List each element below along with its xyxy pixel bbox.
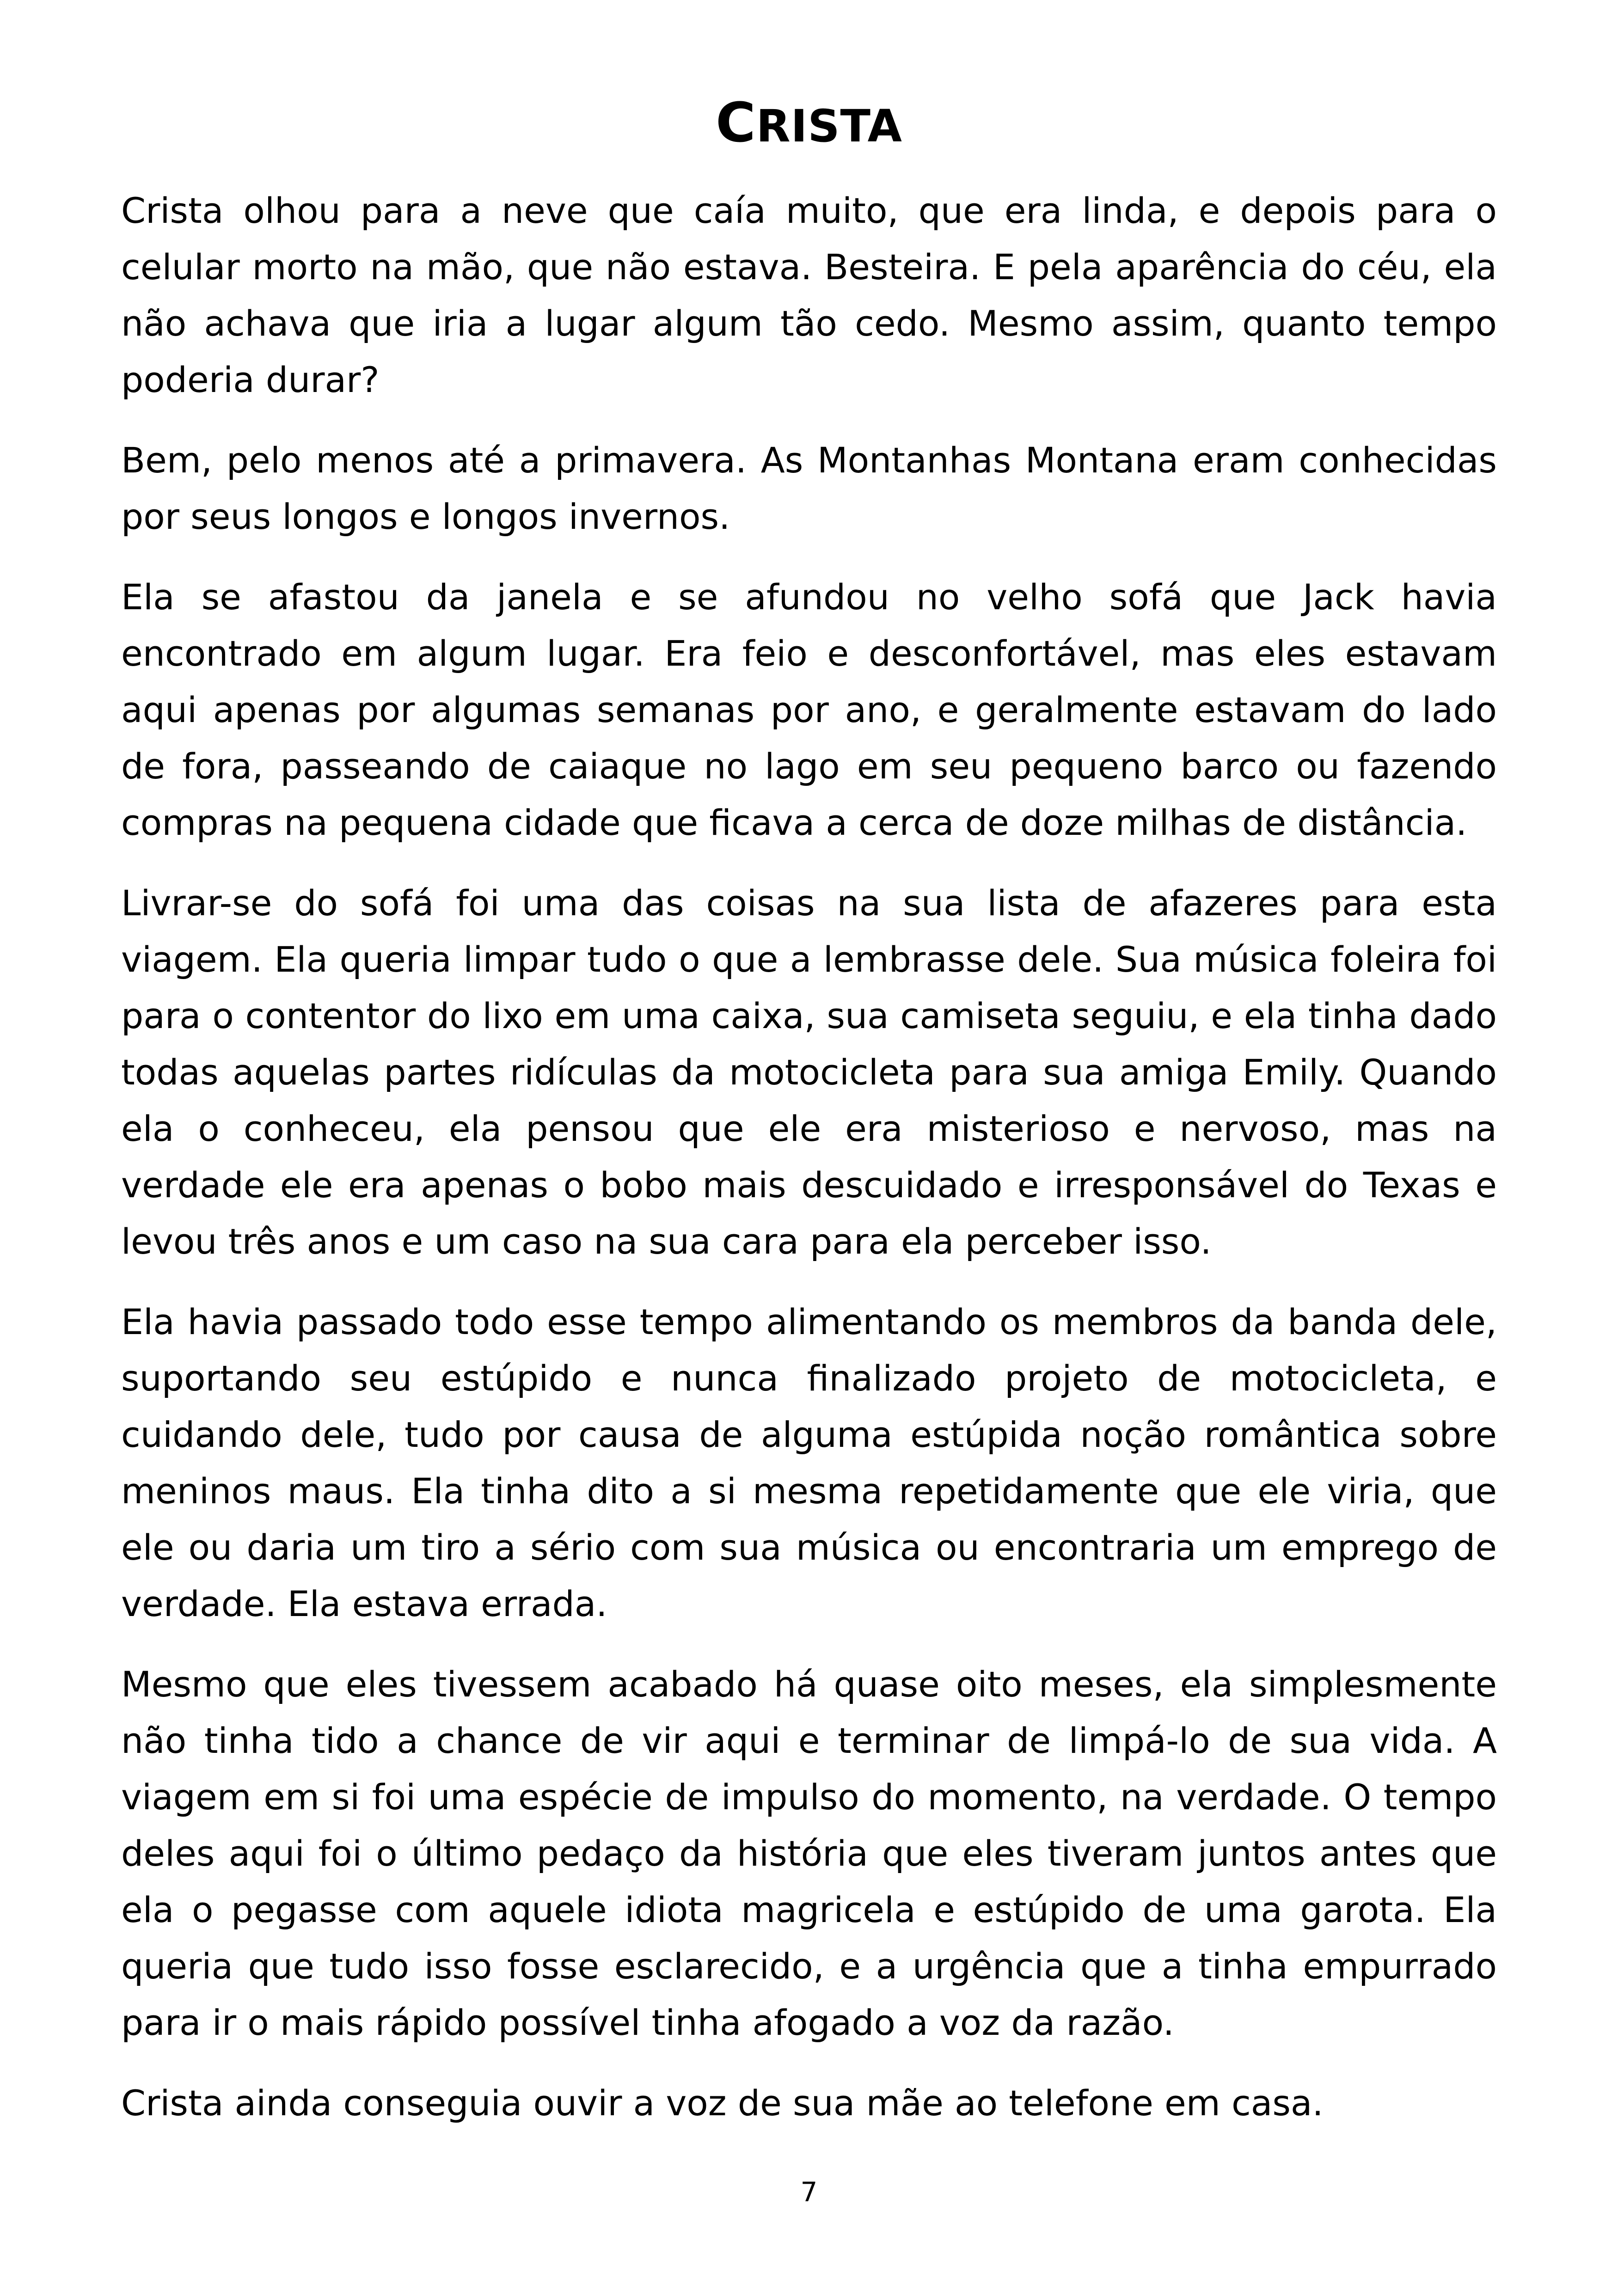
chapter-title [0, 86, 1618, 163]
paragraph: Crista ainda conseguia ouvir a voz de sua mãe ao telefone em casa. [121, 2082, 1324, 2124]
paragraph: Ela havia passado todo esse tempo alimentando os membros da banda dele, suportando seu estúpido e nunca finalizado projeto de motocicleta, e cuidando dele, tudo por causa de alguma estúpida noção romântica sobre meninos maus. Ela tinha dito a si mesma repetidamente que ele viria, que ele ou daria um tiro a sério com sua música ou encontraria um emprego de verdade. Ela estava errada. [121, 1301, 1497, 1624]
chapter-title-rest: RISTA [756, 100, 902, 152]
chapter-body [121, 183, 1497, 2155]
paragraph: Mesmo que eles tivessem acabado há quase oito meses, ela simplesmente não tinha tido a chance de vir aqui e terminar de limpá-lo de sua vida. A viagem em si foi uma espécie de impulso do momento, na verdade. O tempo deles aqui foi o último pedaço da história que eles tiveram juntos antes que ela o pegasse com aquele idiota magricela e estúpido de uma garota. Ela queria que tudo isso fosse esclarecido, e a urgência que a tinha empurrado para ir o mais rápido possível tinha afogado a voz da razão. [121, 1664, 1497, 2043]
paragraph: Livrar-se do sofá foi uma das coisas na sua lista de afazeres para esta viagem. Ela queria limpar tudo o que a lembrasse dele. Sua música foleira foi para o contentor do lixo em uma caixa, sua camiseta seguiu, e ela tinha dado todas aquelas partes ridículas da motocicleta para sua amiga Emily. Quando ela o conheceu, ela pensou que ele era misterioso e nervoso, mas na verdade ele era apenas o bobo mais descuidado e irresponsável do Texas e levou três anos e um caso na sua cara para ela perceber isso. [121, 882, 1497, 1262]
chapter-title-initial: C [716, 91, 756, 154]
paragraph: Ela se afastou da janela e se afundou no velho sofá que Jack havia encontrado em algum lugar. Era feio e desconfortável, mas eles estavam aqui apenas por algumas semanas por ano, e geralmente estavam do lado de fora, passeando de caiaque no lago em seu pequeno barco ou fazendo compras na pequena cidade que ficava a cerca de doze milhas de distância. [121, 576, 1497, 843]
paragraph: Bem, pelo menos até a primavera. As Montanhas Montana eram conhecidas por seus longos e longos invernos. [121, 440, 1497, 537]
page-number: 7 [800, 2176, 818, 2208]
paragraph: Crista olhou para a neve que caía muito, que era linda, e depois para o celular morto na mão, que não estava. Besteira. E pela aparência do céu, ela não achava que iria a lugar algum tão cedo. Mesmo assim, quanto tempo poderia durar? [121, 190, 1497, 400]
